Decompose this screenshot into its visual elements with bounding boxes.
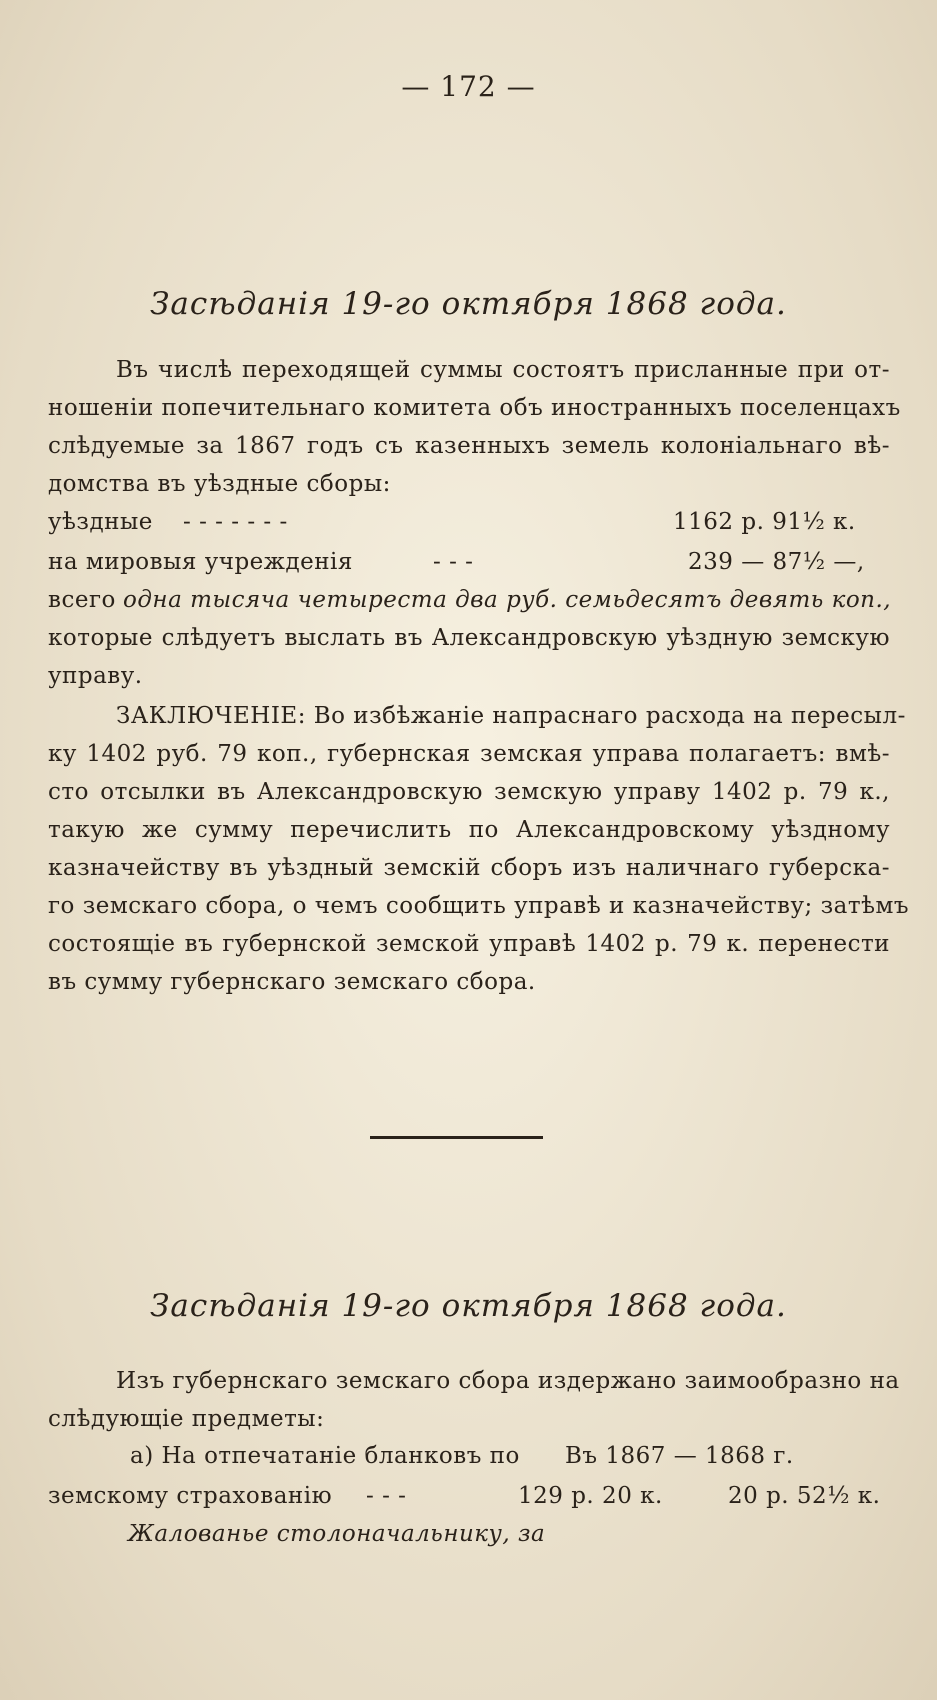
conclusion-line7: состоящіе въ губернской земской управѣ 1402 р. 79 к. перенести <box>48 931 890 957</box>
section1-heading: Засѣданія 19-го октября 1868 года. <box>150 286 787 322</box>
item-a-years: Въ 1867 — 1868 г. <box>565 1443 794 1469</box>
item-a-amount2: 20 р. 52½ к. <box>728 1483 881 1509</box>
total-words: одна тысяча четыреста два руб. семьдесятъ девять коп., <box>123 587 892 613</box>
section1-para2-line1: которые слѣдуетъ выслать въ Александровскую уѣздную земскую <box>48 625 890 651</box>
conclusion-line4: такую же сумму перечислить по Александровскому уѣздному <box>48 817 890 843</box>
item-a-dashes: - - - <box>366 1483 407 1509</box>
section2-intro-line2: слѣдующіе предметы: <box>48 1406 325 1432</box>
page-number: — 172 — <box>401 70 536 103</box>
item-label: уѣздные <box>48 509 153 535</box>
section1-para2-line2: управу. <box>48 663 143 689</box>
item-a-amount1: 129 р. 20 к. <box>518 1483 663 1509</box>
section1-para1-line2: ношеніи попечительнаго комитета объ иностранныхъ поселенцахъ <box>48 395 901 421</box>
section1-para1-line1: Въ числѣ переходящей суммы состоятъ присланные при от- <box>116 357 890 383</box>
conclusion-line2: ку 1402 руб. 79 коп., губернская земская управа полагаетъ: вмѣ- <box>48 741 890 767</box>
conclusion-line6: го земскаго сбора, о чемъ сообщить управѣ и казначейству; затѣмъ <box>48 893 909 919</box>
conclusion-line5: казначейству въ уѣздный земскій сборъ изъ наличнаго губерска- <box>48 855 890 881</box>
item-a-label1: а) На отпечатаніе бланковъ по <box>130 1443 520 1469</box>
section2-heading: Засѣданія 19-го октября 1868 года. <box>150 1288 787 1324</box>
section-divider <box>370 1136 543 1139</box>
item-amount: 239 — 87½ —, <box>688 549 865 575</box>
conclusion-line1: ЗАКЛЮЧЕНІЕ: Во избѣжаніе напраснаго расхода на пересыл- <box>116 703 906 729</box>
item-a-label2: земскому страхованію <box>48 1483 333 1509</box>
total-prefix: всего <box>48 587 116 613</box>
conclusion-line3: сто отсылки въ Александровскую земскую управу 1402 р. 79 к., <box>48 779 890 805</box>
item-dashes: - - - <box>433 549 474 575</box>
section2-item-b: Жалованье столоначальнику, за <box>128 1521 546 1547</box>
section1-para1-line3: слѣдуемые за 1867 годъ съ казенныхъ земель колоніальнаго вѣ- <box>48 433 890 459</box>
section2-intro-line1: Изъ губернскаго земскаго сбора издержано заимообразно на <box>116 1368 900 1394</box>
item-amount: 1162 р. 91½ к. <box>673 509 856 535</box>
conclusion-line8: въ сумму губернскаго земскаго сбора. <box>48 969 536 995</box>
item-label: на мировыя учрежденія <box>48 549 353 575</box>
item-dashes: - - - - - - - <box>183 509 288 535</box>
section1-para1-line4: домства въ уѣздные сборы: <box>48 471 391 497</box>
